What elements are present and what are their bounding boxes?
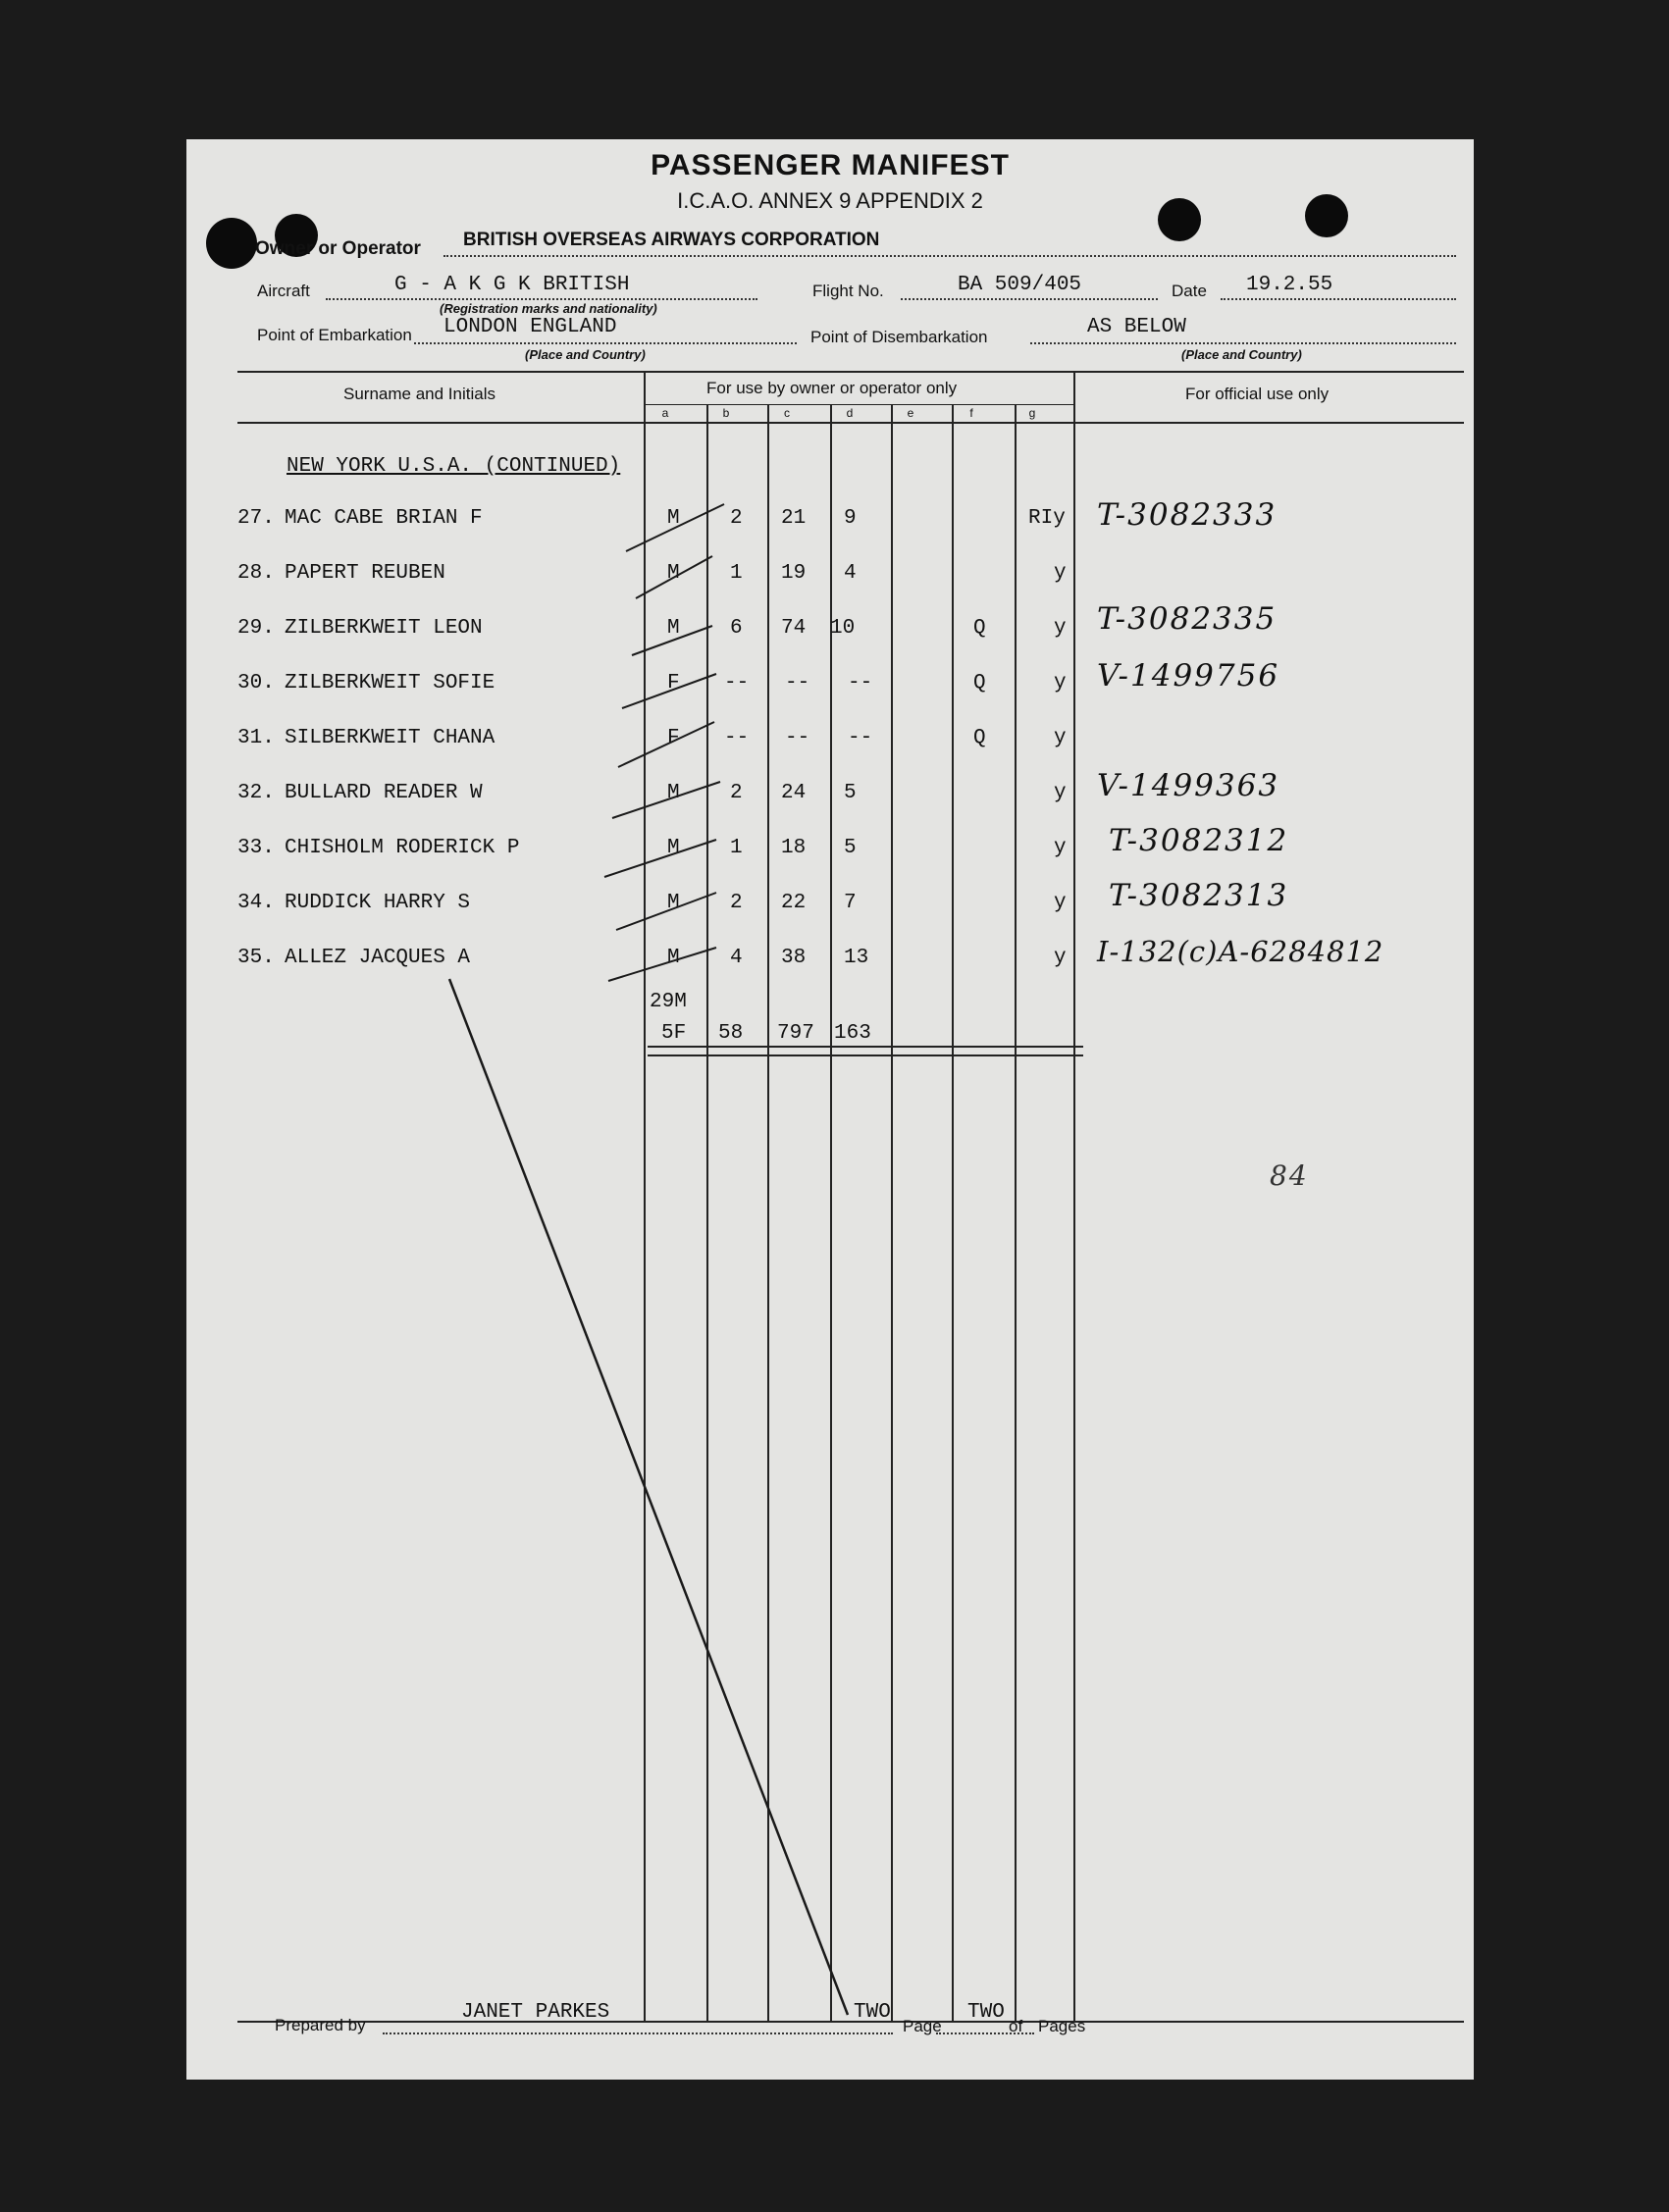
b-cell: 2 <box>730 892 743 914</box>
d-cell: 13 <box>844 947 869 969</box>
col-c-letter: c <box>784 406 790 420</box>
b-cell: 1 <box>730 562 743 585</box>
totals-rule <box>648 1046 1083 1048</box>
embarkation-place-note: (Place and Country) <box>525 347 646 362</box>
aircraft-label: Aircraft <box>257 282 310 300</box>
b-cell: 4 <box>730 947 743 969</box>
table-row <box>186 601 1474 656</box>
total-male-count: 29M <box>650 991 687 1013</box>
g-cell: y <box>1054 837 1067 859</box>
surname-column-header: Surname and Initials <box>343 385 495 403</box>
c-cell: 22 <box>781 892 807 914</box>
passenger-name: CHISHOLM RODERICK P <box>285 837 520 859</box>
table-row <box>186 878 1474 931</box>
d-cell: 4 <box>844 562 857 585</box>
passenger-name: PAPERT REUBEN <box>285 562 445 585</box>
passenger-number: 34. <box>237 892 275 914</box>
prepared-by-value: JANET PARKES <box>461 2001 610 2024</box>
passenger-number: 29. <box>237 617 275 640</box>
passenger-name: ZILBERKWEIT SOFIE <box>285 672 495 694</box>
pages-label: Pages <box>1038 2017 1086 2035</box>
date-dotted-line <box>1221 298 1456 300</box>
g-cell: y <box>1054 947 1067 969</box>
total-d: 163 <box>834 1022 871 1045</box>
of-value: TWO <box>967 2001 1005 2024</box>
embarkation-value: LONDON ENGLAND <box>443 316 617 338</box>
passenger-number: 32. <box>237 782 275 804</box>
prepared-by-label: Prepared by <box>275 2016 366 2034</box>
sex-cell: M <box>667 782 680 804</box>
total-b: 58 <box>718 1022 744 1045</box>
sex-cell: M <box>667 947 680 969</box>
passenger-name: SILBERKWEIT CHANA <box>285 727 495 749</box>
flight-value: BA 509/405 <box>958 274 1082 296</box>
disembarkation-value: AS BELOW <box>1087 316 1186 338</box>
d-cell: 10 <box>830 617 856 640</box>
passenger-number: 31. <box>237 727 275 749</box>
of-label: of <box>1009 2017 1023 2035</box>
table-row <box>186 727 1474 766</box>
footer-rule <box>237 2021 1464 2023</box>
b-cell: 2 <box>730 507 743 530</box>
passenger-name: BULLARD READER W <box>285 782 483 804</box>
c-cell: -- <box>785 672 810 694</box>
passenger-name: ALLEZ JACQUES A <box>285 947 471 969</box>
f-cell: Q <box>973 672 986 694</box>
embarkation-label: Point of Embarkation <box>257 326 412 344</box>
aircraft-dotted-line <box>326 298 757 300</box>
page-label: Page <box>903 2017 942 2035</box>
page-title: PASSENGER MANIFEST <box>651 149 1010 181</box>
sex-cell: F <box>667 727 680 749</box>
g-cell: y <box>1054 727 1067 749</box>
embarkation-dotted-line <box>414 342 797 344</box>
d-cell: 7 <box>844 892 857 914</box>
passenger-number: 35. <box>237 947 275 969</box>
b-cell: -- <box>724 727 750 749</box>
official-number: V-1499756 <box>1097 658 1280 694</box>
col-f-letter: f <box>969 406 973 420</box>
g-cell: y <box>1054 617 1067 640</box>
flight-label: Flight No. <box>812 282 884 300</box>
date-label: Date <box>1172 282 1207 300</box>
sex-cell: M <box>667 892 680 914</box>
b-cell: 2 <box>730 782 743 804</box>
b-cell: -- <box>724 672 750 694</box>
col-g-letter: g <box>1028 406 1036 420</box>
c-cell: 38 <box>781 947 807 969</box>
b-cell: 6 <box>730 617 743 640</box>
owner-label: Owner or Operator <box>255 238 421 259</box>
passenger-number: 30. <box>237 672 275 694</box>
d-cell: 5 <box>844 837 857 859</box>
official-number: T-3082313 <box>1109 878 1289 913</box>
d-cell: 9 <box>844 507 857 530</box>
d-cell: -- <box>848 672 873 694</box>
pages-dotted-line <box>936 2032 1034 2034</box>
total-female-count: 5F <box>661 1022 687 1045</box>
col-a-letter: a <box>661 406 669 420</box>
c-cell: 74 <box>781 617 807 640</box>
col-b-letter: b <box>722 406 730 420</box>
d-cell: 5 <box>844 782 857 804</box>
page-number-mark: 84 <box>1270 1159 1309 1192</box>
disembarkation-label: Point of Disembarkation <box>810 328 988 346</box>
g-cell: RIy <box>1028 507 1066 530</box>
totals-rule <box>648 1055 1083 1056</box>
passenger-name: RUDDICK HARRY S <box>285 892 471 914</box>
g-cell: y <box>1054 782 1067 804</box>
page-subtitle: I.C.A.O. ANNEX 9 APPENDIX 2 <box>677 188 983 213</box>
disembarkation-dotted-line <box>1030 342 1456 344</box>
c-cell: -- <box>785 727 810 749</box>
page-value: TWO <box>854 2001 891 2024</box>
passenger-name: MAC CABE BRIAN F <box>285 507 483 530</box>
table-row <box>186 823 1474 876</box>
d-cell: -- <box>848 727 873 749</box>
sex-cell: M <box>667 837 680 859</box>
official-number: T-3082312 <box>1109 823 1289 858</box>
f-cell: Q <box>973 617 986 640</box>
passenger-number: 27. <box>237 507 275 530</box>
passenger-name: ZILBERKWEIT LEON <box>285 617 483 640</box>
official-number: I-132(c)A-6284812 <box>1097 935 1384 968</box>
manifest-page <box>186 139 1474 2080</box>
operator-column-header: For use by owner or operator only <box>706 379 958 397</box>
table-row <box>186 562 1474 601</box>
c-cell: 24 <box>781 782 807 804</box>
subheader-rule <box>646 404 1073 405</box>
table-row <box>186 658 1474 711</box>
g-cell: y <box>1054 672 1067 694</box>
registration-note: (Registration marks and nationality) <box>440 301 657 316</box>
cancellation-line <box>449 979 848 2015</box>
owner-dotted-line <box>443 255 1456 257</box>
table-row <box>186 768 1474 821</box>
table-row <box>186 935 1474 986</box>
aircraft-value: G - A K G K BRITISH <box>394 274 630 296</box>
official-number: T-3082335 <box>1097 601 1278 637</box>
flight-dotted-line <box>901 298 1158 300</box>
table-row <box>186 497 1474 546</box>
g-cell: y <box>1054 892 1067 914</box>
c-cell: 19 <box>781 562 807 585</box>
col-d-letter: d <box>846 406 854 420</box>
sex-cell: M <box>667 562 680 585</box>
owner-value: BRITISH OVERSEAS AIRWAYS CORPORATION <box>463 230 880 250</box>
prepared-dotted-line <box>383 2032 893 2034</box>
official-number: T-3082333 <box>1097 497 1278 533</box>
passenger-number: 28. <box>237 562 275 585</box>
c-cell: 21 <box>781 507 807 530</box>
g-cell: y <box>1054 562 1067 585</box>
section-heading: NEW YORK U.S.A. (CONTINUED) <box>287 455 621 478</box>
sex-cell: M <box>667 507 680 530</box>
b-cell: 1 <box>730 837 743 859</box>
total-c: 797 <box>777 1022 814 1045</box>
col-e-letter: e <box>907 406 914 420</box>
sex-cell: M <box>667 617 680 640</box>
official-column-header: For official use only <box>1185 385 1330 403</box>
passenger-number: 33. <box>237 837 275 859</box>
c-cell: 18 <box>781 837 807 859</box>
f-cell: Q <box>973 727 986 749</box>
official-number: V-1499363 <box>1097 768 1280 803</box>
table-top-rule <box>237 371 1464 373</box>
disembarkation-place-note: (Place and Country) <box>1181 347 1302 362</box>
punch-hole <box>206 218 257 269</box>
date-value: 19.2.55 <box>1246 274 1333 296</box>
sex-cell: F <box>667 672 680 694</box>
header-bottom-rule <box>237 422 1464 424</box>
